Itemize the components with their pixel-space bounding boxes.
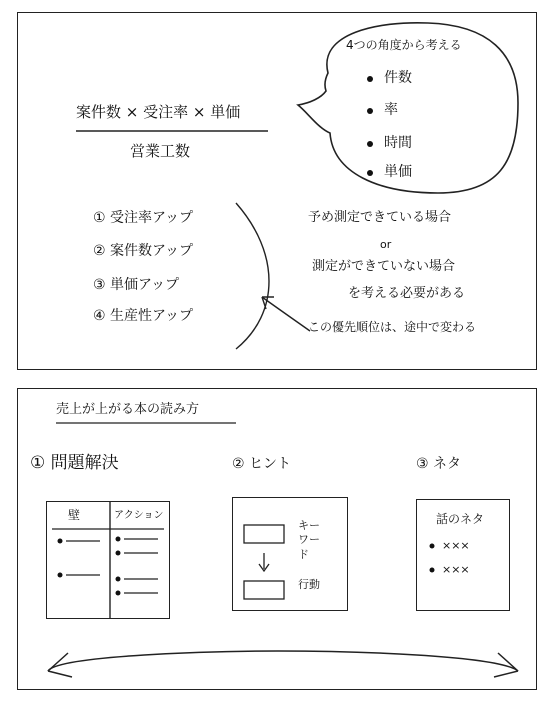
slide-1 bbox=[17, 12, 537, 370]
note-line-3: を考える必要がある bbox=[348, 286, 466, 301]
section-hint-label: ② ヒント bbox=[232, 456, 292, 472]
priority-item-2: ② 案件数アップ bbox=[93, 243, 194, 259]
hint-action-label: 行動 bbox=[298, 578, 320, 591]
bubble-item-time: 時間 bbox=[384, 135, 412, 151]
formula-denominator: 営業工数 bbox=[130, 142, 191, 160]
problem-action-header: アクション bbox=[114, 510, 164, 521]
bubble-item-rate: 率 bbox=[384, 102, 398, 118]
priority-item-3: ③ 単価アップ bbox=[93, 277, 180, 293]
bottom-double-arrow bbox=[48, 651, 518, 671]
slide-2 bbox=[17, 388, 537, 690]
bubble-item-price: 単価 bbox=[384, 164, 412, 180]
priority-item-1: ① 受注率アップ bbox=[93, 210, 194, 226]
note-line-2: 測定ができていない場合 bbox=[312, 259, 456, 274]
note-line-1: 予め測定できている場合 bbox=[308, 210, 452, 225]
hint-keyword-label: キーワード bbox=[298, 519, 320, 561]
neta-box-title: 話のネタ bbox=[436, 512, 485, 526]
priority-item-4: ④ 生産性アップ bbox=[93, 308, 194, 324]
note-or: or bbox=[380, 238, 392, 251]
neta-item-2: ××× bbox=[442, 563, 470, 576]
bubble-title: 4つの角度から考える bbox=[346, 38, 462, 52]
neta-item-1: ××× bbox=[442, 539, 470, 552]
section-neta-label: ③ ネタ bbox=[416, 456, 462, 472]
note-line-4: この優先順位は、途中で変わる bbox=[308, 320, 477, 334]
hint-box bbox=[232, 497, 348, 611]
bubble-item-count: 件数 bbox=[384, 70, 412, 86]
slide-2-title: 売上が上がる本の読み方 bbox=[56, 402, 200, 417]
bracket-curve bbox=[236, 203, 269, 349]
section-problem-solving-label: ① 問題解決 bbox=[30, 453, 119, 473]
formula-numerator: 案件数 × 受注率 × 単価 bbox=[76, 103, 241, 121]
problem-wall-header: 壁 bbox=[68, 508, 81, 522]
arrow-line bbox=[262, 297, 310, 331]
